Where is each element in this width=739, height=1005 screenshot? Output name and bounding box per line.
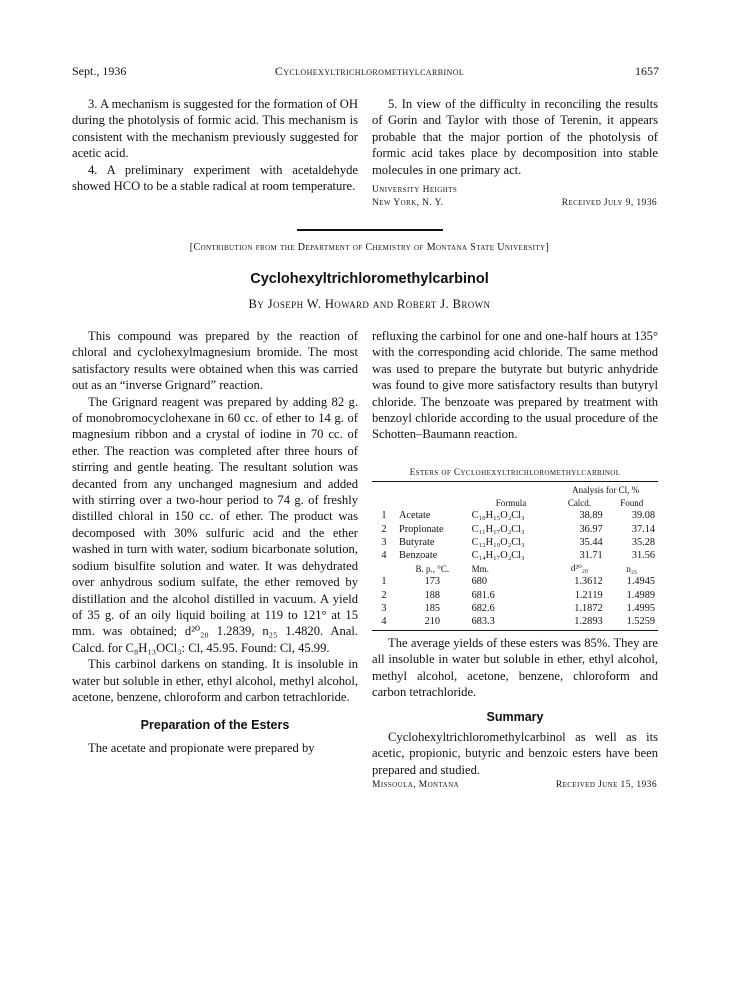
article-title: Cyclohexyltrichloromethylcarbinol [250, 271, 489, 287]
analysis-header: Analysis for Cl, % [572, 484, 640, 495]
summary-heading: Summary [486, 709, 544, 724]
header-date: Sept., 1936 [72, 64, 127, 78]
article-right-column [372, 328, 658, 443]
table-row [372, 615, 658, 628]
article-right-column-lower [372, 635, 658, 778]
esters-table [372, 483, 658, 628]
byline: By Joseph W. Howard and Robert J. Brown [248, 297, 491, 311]
refractive-index: 1.4995 [626, 602, 655, 614]
ester-formula: C₁₀H₁₅O₂Cl₃ [471, 510, 525, 522]
row-number: 4 [381, 550, 387, 562]
table-row [372, 602, 658, 615]
table-bottom-rule [372, 630, 658, 631]
row-number: 3 [381, 602, 387, 614]
pressure-mm: 683.3 [471, 615, 495, 627]
density: 1.2893 [574, 615, 603, 627]
row-number: 1 [381, 510, 387, 522]
esters-paragraph-start: The acetate and propionate were prepared by [88, 740, 315, 755]
table-row [372, 549, 658, 562]
table-row [372, 536, 658, 549]
cl-calcd: 38.89 [579, 510, 603, 522]
cl-calcd: 35.44 [579, 536, 603, 548]
table-row [372, 575, 658, 588]
row-number: 3 [381, 536, 387, 548]
prev-conclusion-4: 4. A preliminary experiment with acetaldehyde showed HCO to be a stable radical at room temperature. [72, 162, 358, 194]
refractive-index: 1.5259 [626, 615, 655, 627]
col-bp: B. p., °C. [415, 563, 450, 574]
col-calcd: Calcd. [567, 497, 592, 508]
prev-article-left-column [72, 96, 358, 194]
row-number: 4 [381, 615, 387, 627]
col-formula: Formula [495, 497, 527, 508]
table-top-rule [372, 481, 658, 482]
ester-name: Benzoate [399, 550, 438, 562]
pressure-mm: 681.6 [471, 589, 495, 601]
boiling-point: 188 [424, 589, 441, 601]
ester-formula: C₁₁H₁₇O₂Cl₃ [471, 523, 525, 535]
ester-name: Butyrate [399, 536, 435, 548]
cl-found: 37.14 [631, 523, 655, 535]
prev-conclusion-5: 5. In view of the difficulty in reconciling the results of Gorin and Taylor with those of Terenin, it appears probable that the major portion of the photolysis of formic acid takes place by decomposition into stable molecules in one primary act. [372, 97, 658, 177]
boiling-point: 210 [424, 615, 441, 627]
cl-found: 31.56 [631, 550, 655, 562]
density: 1.1872 [574, 602, 603, 614]
prev-received-date: Received July 9, 1936 [561, 198, 657, 208]
running-title: Cyclohexyltrichloromethylcarbinol [274, 64, 465, 78]
col-density: d²⁰₂₀ [570, 563, 588, 574]
ester-formula: C₁₄H₁₇O₂Cl₃ [471, 550, 525, 562]
cl-found: 35.28 [631, 536, 655, 548]
col-mm: Mm. [471, 563, 489, 574]
boiling-point: 185 [424, 602, 441, 614]
col-refractive-index: n₂₅ [626, 563, 638, 574]
contribution-line: [Contribution from the Department of Chemistry of Montana State University] [189, 242, 550, 253]
summary-text: Cyclohexyltrichloromethylcarbinol as well as its acetic, propionic, butyric and benzoic esters have been prepared and studied. [372, 730, 658, 777]
row-number: 1 [381, 576, 387, 588]
row-number: 2 [381, 523, 387, 535]
pressure-mm: 682.6 [471, 602, 495, 614]
boiling-point: 173 [424, 576, 441, 588]
prev-address-line2: New York, N. Y. [372, 198, 444, 208]
prev-article-right-column [372, 96, 658, 178]
table-row [372, 509, 658, 522]
ester-name: Propionate [399, 523, 444, 535]
table-title: Esters of Cyclohexyltrichloromethylcarbinol [409, 468, 621, 478]
article-address: Missoula, Montana [372, 780, 459, 790]
table-row [372, 589, 658, 602]
cl-calcd: 31.71 [579, 550, 603, 562]
article-divider [297, 229, 443, 231]
intro-paragraph: This compound was prepared by the reaction of chloral and cyclohexylmagnesium bromide. The most satisfactory results were obtained when this was carried out as an “inverse Grignard” reaction. [72, 329, 358, 393]
col-found: Found [620, 497, 644, 508]
density: 1.3612 [574, 576, 603, 588]
article-received-date: Received June 15, 1936 [555, 780, 657, 790]
prev-conclusion-3: 3. A mechanism is suggested for the formation of OH during the photolysis of formic acid. This mechanism is consistent with the mechanism previously suggested for acetic acid. [72, 97, 358, 161]
page-number: 1657 [635, 64, 659, 78]
refractive-index: 1.4989 [626, 589, 655, 601]
section-heading-esters: Preparation of the Esters [140, 718, 290, 733]
cl-calcd: 36.97 [579, 523, 603, 535]
row-number: 2 [381, 589, 387, 601]
table-row [372, 523, 658, 536]
article-left-column [72, 328, 358, 756]
ester-formula: C₁₂H₁₉O₂Cl₃ [471, 536, 525, 548]
carbinol-properties-paragraph: This carbinol darkens on standing. It is insoluble in water but soluble in ether, ethyl alcohol, methyl alcohol, acetone, benzene, chloroform and carbon tetrachloride. [72, 657, 358, 704]
grignard-paragraph: The Grignard reagent was prepared by adding 82 g. of monobromocyclohexane in 60 cc. of ether to 14 g. of magnesium ribbon and a crystal of iodine in 70 cc. of ether. The reaction was completed after three hours of stirring and gentle heating. The resultant solution was decanted from any unchanged magnesium and added with stirring over a two-hour period to 74 g. of freshly distilled chloral in 150 cc. of ether. The product was decomposed with 30% sulfuric acid and the ether washed in turn with water, sodium bicarbonate solution, sodium bisulfite solution and water. It was dehydrated over anhydrous sodium sulfate, the ether removed by distillation and the alcohol distilled in vacuum. A yield of 35 g. of an oily liquid boiling at 119 to 121° at 15 mm. was obtained; d²⁰₂₀ 1.2839, n₂₅ 1.4820. Anal. Calcd. for C₈H₁₃OCl₃: Cl, 45.95. Found: Cl, 45.99. [72, 394, 358, 655]
esters-table-block [372, 468, 658, 631]
cl-found: 39.08 [631, 510, 655, 522]
density: 1.2119 [574, 589, 603, 601]
prev-address-line1: University Heights [372, 185, 458, 195]
esters-paragraph-continued: refluxing the carbinol for one and one-half hours at 135° with the corresponding acid chloride. The same method was used to prepare the butyrate but butyric anhydride was found to give more satisfactory results than butyryl chloride. The benzoate was prepared by treatment with benzoyl chloride according to the usual procedure of the Schotten–Baumann reaction. [372, 329, 658, 442]
pressure-mm: 680 [471, 576, 488, 588]
ester-name: Acetate [399, 510, 431, 522]
yields-paragraph: The average yields of these esters was 85%. They are all insoluble in water but soluble in ether, ethyl alcohol, methyl alcohol, acetone, benzene, chloroform and carbon tetrachloride. [372, 636, 658, 700]
refractive-index: 1.4945 [626, 576, 655, 588]
